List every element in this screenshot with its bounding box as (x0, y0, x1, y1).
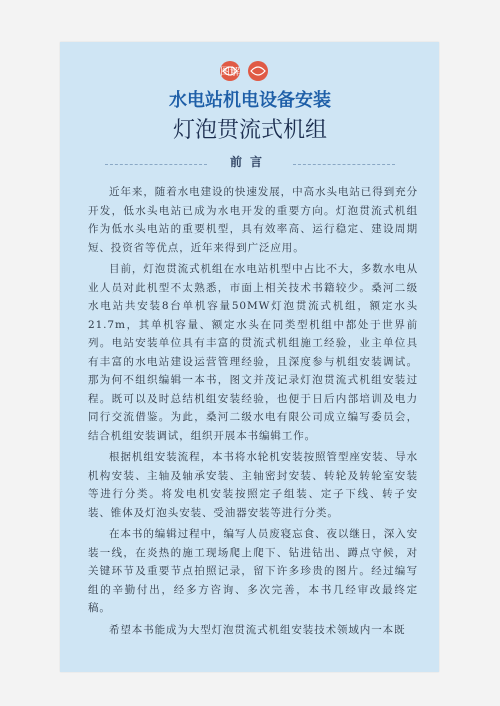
series-title: 水电站机电设备安装 (169, 90, 331, 111)
preface-title: 前言 (229, 155, 270, 169)
preface-body (88, 183, 418, 639)
paragraph-1: 近年来，随着水电建设的快速发展，中高水头电站已得到充分开发，低水头电站已成为水电开发的重要方向。灯泡贯流式机组作为低水头电站的重要机型，具有效率高、运行稳定、建设周期短、投资省等优点，近年来得到广泛应用。 (88, 186, 418, 254)
preface-divider-left (105, 164, 207, 166)
paragraph-3: 根据机组安装流程，本书将水轮机安装按照管型座安装、导水机构安装、主轴及轴承安装、主轴密封安装、转轮及转轮室安装等进行分类。将发电机安装按照定子组装、定子下线、转子安装、锥体及灯泡头安装、受油器安装等进行分类。 (88, 451, 418, 519)
paragraph-5: 希望本书能成为大型灯泡贯流式机组安装技术领域内一本既 (109, 623, 406, 636)
paragraph-2: 目前，灯泡贯流式机组在水电站机型中占比不大，多数水电从业人员对此机型不太熟悉，市面上相关技术书籍较少。桑河二级水电站共安装8台单机容量50MW灯泡贯流式机组，额定水头21.7m，其单机容量、额定水头在同类型机组中都处于世界前列。电站安装单位具有丰富的贯流式机组施工经验，业主单位具有丰富的水电站建设运营管理经验，且深度参与机组安装调试。那为何不组织编辑一本书，图文并茂记录灯泡贯流式机组安装过程。既可以及时总结机组安装经验，也便于日后内部培训及电力同行交流借鉴。为此，桑河二级水电有限公司成立编写委员会，结合机组安装调试，组织开展本书编辑工作。 (88, 263, 418, 442)
preface-divider-right (293, 164, 395, 166)
paragraph-4: 在本书的编辑过程中，编写人员废寝忘食、夜以继日，深入安装一线，在炎热的施工现场爬上爬下、钻进钻出、蹲点守候，对关键环节及重要节点拍照记录，留下许多珍贵的图片。经过编写组的辛勤付出，经多方咨询、多次完善，本书几经审改最终定稿。 (88, 528, 418, 614)
series-logo (218, 59, 282, 83)
book-subtitle: 灯泡贯流式机组 (172, 118, 327, 143)
illustrated-badge-icon (218, 59, 282, 83)
preface-header (105, 151, 395, 175)
badge-char-1: 图解 (220, 67, 240, 78)
